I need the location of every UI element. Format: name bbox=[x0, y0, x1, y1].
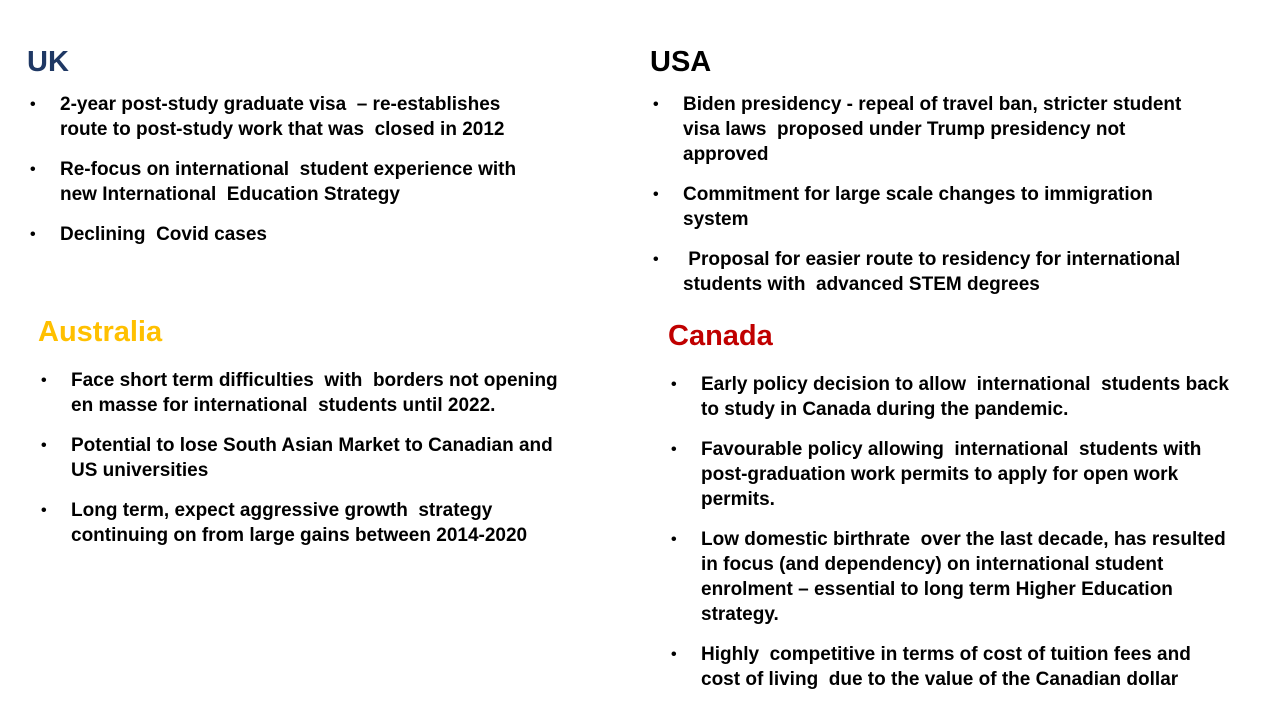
bullet-item bbox=[650, 92, 1188, 167]
section-canada bbox=[668, 320, 1235, 692]
bullet-marker-icon: • bbox=[41, 372, 47, 389]
bullet-list-australia bbox=[38, 368, 563, 548]
section-title-usa: USA bbox=[650, 46, 712, 78]
bullet-text: Declining Covid cases bbox=[60, 224, 267, 245]
section-usa bbox=[650, 46, 1188, 297]
bullet-text: Low domestic birthrate over the last decade, has resulted in focus (and dependency) on international student enrolment – essential to long term Higher Education strategy. bbox=[701, 529, 1232, 625]
bullet-marker-icon: • bbox=[671, 441, 677, 458]
bullet-item bbox=[38, 368, 563, 418]
bullet-marker-icon: • bbox=[671, 646, 677, 663]
section-australia bbox=[38, 316, 563, 548]
bullet-item bbox=[668, 437, 1231, 512]
bullet-text: Face short term difficulties with borders not opening en masse for international students until 2022. bbox=[71, 370, 563, 416]
bullet-item bbox=[668, 372, 1235, 422]
bullet-item bbox=[27, 92, 550, 142]
bullet-list-canada bbox=[668, 372, 1235, 692]
bullet-marker-icon: • bbox=[30, 96, 36, 113]
bullet-item bbox=[650, 247, 1188, 297]
bullet-text: Early policy decision to allow international students back to study in Canada during the pandemic. bbox=[701, 374, 1235, 420]
bullet-text: Biden presidency - repeal of travel ban, stricter student visa laws proposed under Trump presidency not approved bbox=[683, 94, 1187, 165]
bullet-item bbox=[650, 182, 1188, 232]
bullet-marker-icon: • bbox=[30, 226, 36, 243]
bullet-text: Potential to lose South Asian Market to Canadian and US universities bbox=[71, 435, 559, 481]
bullet-marker-icon: • bbox=[653, 186, 659, 203]
bullet-marker-icon: • bbox=[653, 251, 659, 268]
bullet-marker-icon: • bbox=[41, 502, 47, 519]
bullet-item bbox=[38, 433, 560, 483]
bullet-text: Commitment for large scale changes to immigration system bbox=[683, 184, 1159, 230]
bullet-text: Long term, expect aggressive growth strategy continuing on from large gains between 2014-2020 bbox=[71, 500, 528, 546]
bullet-marker-icon: • bbox=[41, 437, 47, 454]
section-title-uk: UK bbox=[27, 46, 69, 78]
bullet-marker-icon: • bbox=[653, 96, 659, 113]
bullet-list-uk bbox=[27, 92, 550, 247]
section-title-canada: Canada bbox=[668, 320, 773, 352]
bullet-marker-icon: • bbox=[671, 531, 677, 548]
bullet-marker-icon: • bbox=[30, 161, 36, 178]
bullet-text: Re-focus on international student experience with new International Education Strategy bbox=[60, 159, 522, 205]
bullet-text: Highly competitive in terms of cost of tuition fees and cost of living due to the value of the Canadian dollar bbox=[701, 644, 1197, 690]
section-uk bbox=[27, 46, 550, 247]
bullet-text: Favourable policy allowing international students with post-graduation work permits to apply for open work permits. bbox=[701, 439, 1212, 510]
bullet-item bbox=[27, 222, 550, 247]
bullet-marker-icon: • bbox=[671, 376, 677, 393]
section-title-australia: Australia bbox=[38, 316, 163, 348]
bullet-item bbox=[668, 527, 1231, 627]
bullet-item bbox=[27, 157, 550, 207]
bullet-list-usa bbox=[650, 92, 1188, 297]
bullet-item bbox=[38, 498, 560, 548]
bullet-item bbox=[668, 642, 1231, 692]
bullet-text: 2-year post-study graduate visa – re-establishes route to post-study work that was closed in 2012 bbox=[60, 94, 506, 140]
bullet-text: Proposal for easier route to residency for international students with advanced STEM degrees bbox=[683, 249, 1186, 295]
